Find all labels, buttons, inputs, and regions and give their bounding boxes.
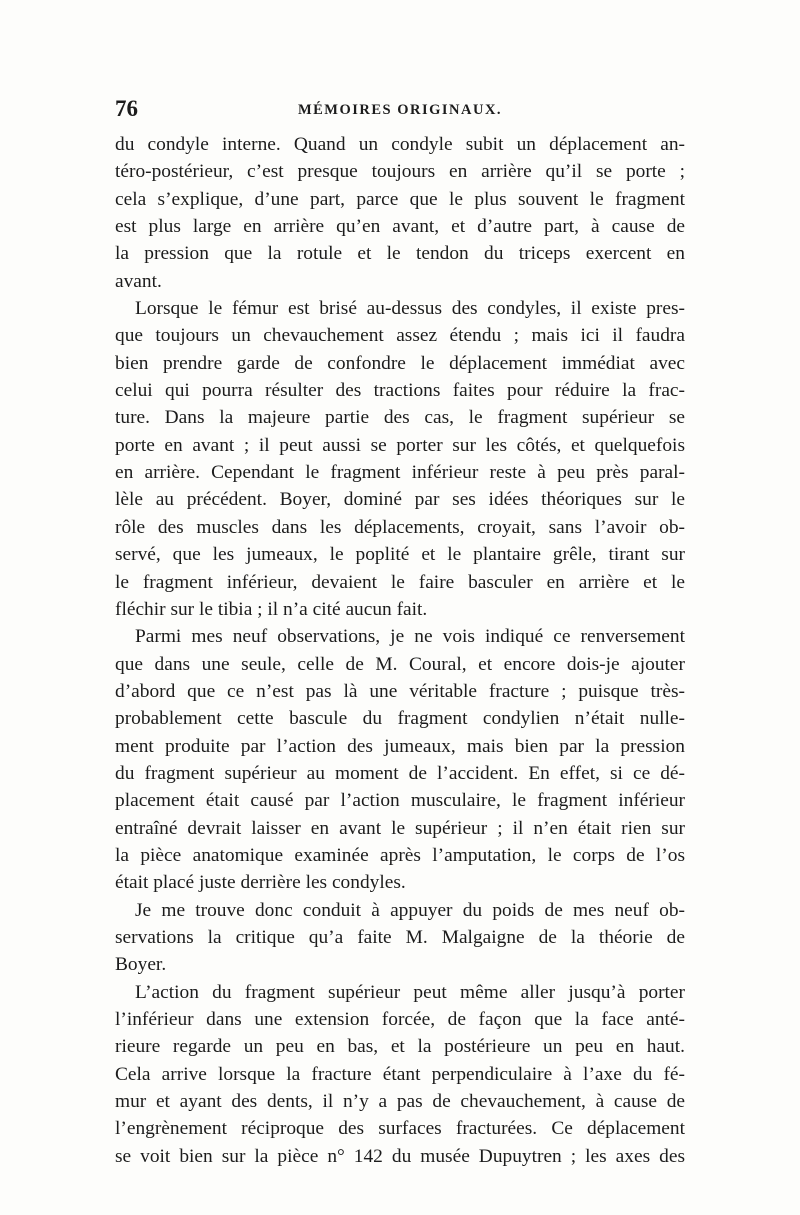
text-line: fléchir sur le tibia ; il n’a cité aucun fait. bbox=[115, 598, 428, 620]
text-line: avant. bbox=[115, 270, 162, 292]
text-line: servé, que les jumeaux, le poplité et le plantaire grêle, tirant sur bbox=[115, 544, 685, 566]
text-line: était placé juste derrière les condyles. bbox=[115, 872, 406, 894]
page-header bbox=[115, 94, 685, 124]
text-line: l’engrènement réciproque des surfaces fracturées. Ce déplacement bbox=[115, 1118, 685, 1140]
text-line: lèle au précédent. Boyer, dominé par ses idées théoriques sur le bbox=[115, 489, 685, 511]
text-line: Parmi mes neuf observations, je ne vois indiqué ce renversement bbox=[135, 626, 685, 648]
text-line: du condyle interne. Quand un condyle subit un déplacement an- bbox=[115, 134, 685, 155]
text-line: se voit bien sur la pièce n° 142 du musée Dupuytren ; les axes des bbox=[115, 1145, 685, 1167]
text-line: Boyer. bbox=[115, 954, 167, 976]
text-line: que toujours un chevauchement assez étendu ; mais ici il faudra bbox=[115, 325, 685, 347]
text-line: Je me trouve donc conduit à appuyer du poids de mes neuf ob- bbox=[135, 899, 685, 921]
text-line: celui qui pourra résulter des tractions faites pour réduire la frac- bbox=[115, 380, 685, 402]
text-line: ment produite par l’action des jumeaux, mais bien par la pression bbox=[115, 735, 685, 757]
page-number: 76 bbox=[115, 96, 138, 121]
text-line: Cela arrive lorsque la fracture étant perpendiculaire à l’axe du fé- bbox=[115, 1063, 685, 1085]
text-line: L’action du fragment supérieur peut même aller jusqu’à porter bbox=[135, 981, 685, 1003]
text-line: Lorsque le fémur est brisé au-dessus des condyles, il existe pres- bbox=[135, 298, 685, 320]
text-line: porte en avant ; il peut aussi se porter sur les côtés, et quelquefois bbox=[115, 434, 685, 456]
text-line: cela s’explique, d’une part, parce que le plus souvent le fragment bbox=[115, 188, 685, 210]
running-title: MÉMOIRES ORIGINAUX. bbox=[297, 102, 503, 118]
text-line: la pression que la rotule et le tendon du triceps exercent en bbox=[115, 243, 685, 265]
text-line: l’inférieur dans une extension forcée, de façon que la face anté- bbox=[115, 1009, 685, 1030]
text-line: téro-postérieur, c’est presque toujours en arrière qu’il se porte ; bbox=[115, 161, 685, 183]
text-line: du fragment supérieur au moment de l’accident. En effet, si ce dé- bbox=[115, 762, 685, 784]
text-line: bien prendre garde de confondre le déplacement immédiat avec bbox=[115, 352, 685, 374]
text-line: mur et ayant des dents, il n’y a pas de chevauchement, à cause de bbox=[115, 1091, 685, 1113]
text-line: est plus large en arrière qu’en avant, et d’autre part, à cause de bbox=[115, 216, 685, 238]
text-line: en arrière. Cependant le fragment inférieur reste à peu près paral- bbox=[115, 462, 685, 484]
text-line: servations la critique qu’a faite M. Malgaigne de la théorie de bbox=[115, 926, 685, 948]
text-line: d’abord que ce n’est pas là une véritable fracture ; puisque très- bbox=[115, 680, 685, 702]
text-line: placement était causé par l’action musculaire, le fragment inférieur bbox=[115, 790, 685, 812]
text-line: que dans une seule, celle de M. Coural, et encore dois-je ajouter bbox=[115, 653, 685, 675]
text-line: rôle des muscles dans les déplacements, croyait, sans l’avoir ob- bbox=[115, 516, 685, 538]
text-line: entraîné devrait laisser en avant le supérieur ; il n’en était rien sur bbox=[115, 817, 685, 839]
text-line: la pièce anatomique examinée après l’amputation, le corps de l’os bbox=[115, 844, 685, 866]
text-line: ture. Dans la majeure partie des cas, le fragment supérieur se bbox=[115, 407, 685, 429]
body-text bbox=[115, 131, 685, 1170]
text-line: le fragment inférieur, devaient le faire basculer en arrière et le bbox=[115, 571, 685, 593]
text-line: probablement cette bascule du fragment condylien n’était nulle- bbox=[115, 708, 685, 730]
text-line: rieure regarde un peu en bas, et la postérieure un peu en haut. bbox=[115, 1036, 685, 1058]
